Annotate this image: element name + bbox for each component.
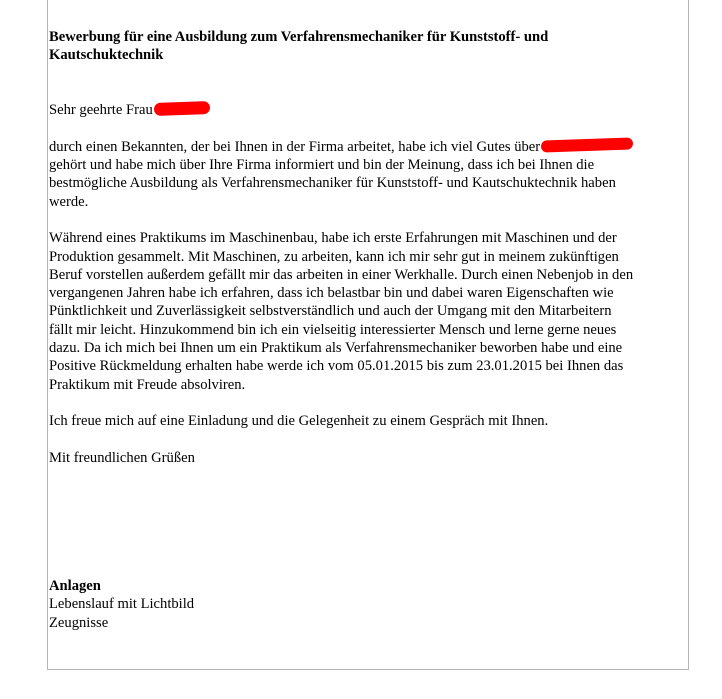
paragraph-2-line: Beruf vorstellen außerdem gefällt mir das arbeiten in einer Werkhalle. Durch einen Nebenjob in den	[49, 266, 634, 283]
paragraph-2-line: fällt mir leicht. Hinzukommend bin ich ein vielseitig interessierter Mensch und lerne gerne neues	[49, 321, 617, 338]
paragraph-1-line: gehört und habe mich über Ihre Firma informiert und bin der Meinung, dass ich bei Ihnen die	[49, 157, 595, 174]
paragraph-2-line: Praktikum mit Freude absolviren.	[49, 376, 246, 393]
paragraph-3: Ich freue mich auf eine Einladung und die Gelegenheit zu einem Gespräch mit Ihnen.	[49, 413, 549, 430]
paragraph-2-line: Positive Rückmeldung erhalten habe werde ich vom 05.01.2015 bis zum 23.01.2015 bei Ihnen das	[49, 358, 624, 375]
letter-body	[49, 28, 685, 632]
redaction-mark	[541, 138, 633, 153]
paragraph-2-line: Pünktlichkeit und Zuverlässigkeit selbstverständlich und auch der Umgang mit den Mitarbeitern	[49, 303, 612, 320]
subject-line-2: Kautschuktechnik	[49, 47, 164, 64]
paragraph-1-line-1	[49, 138, 685, 156]
attachment-item: Zeugnisse	[49, 614, 109, 631]
paragraph-2-line: vergangenen Jahren habe ich erfahren, dass ich belastbar bin und dabei waren Eigenschaften wie	[49, 285, 614, 302]
paragraph-1-line: bestmögliche Ausbildung als Verfahrensmechaniker für Kunststoff- und Kautschuktechnik haben	[49, 175, 616, 192]
paragraph-2-line: Während eines Praktikums im Maschinenbau, habe ich erste Erfahrungen mit Maschinen und der	[49, 230, 617, 247]
subject-line-1: Bewerbung für eine Ausbildung zum Verfahrensmechaniker für Kunststoff- und	[49, 29, 549, 45]
paragraph-1-line: werde.	[49, 193, 89, 210]
paragraph-1-text: durch einen Bekannten, der bei Ihnen in der Firma arbeitet, habe ich viel Gutes über	[49, 138, 541, 155]
closing: Mit freundlichen Grüßen	[49, 449, 195, 466]
paragraph-2-line: Produktion gesammelt. Mit Maschinen, zu arbeiten, kann ich mir sehr gut in meinem zukünftigen	[49, 248, 619, 265]
paragraph-2-line: dazu. Da ich mich bei Ihnen um ein Praktikum als Verfahrensmechaniker beworben habe und eine	[49, 340, 623, 357]
salutation	[49, 101, 685, 119]
redaction-mark	[154, 101, 210, 116]
attachment-item: Lebenslauf mit Lichtbild	[49, 596, 195, 613]
attachments-heading: Anlagen	[49, 577, 101, 594]
salutation-text: Sehr geehrte Frau	[49, 102, 153, 119]
